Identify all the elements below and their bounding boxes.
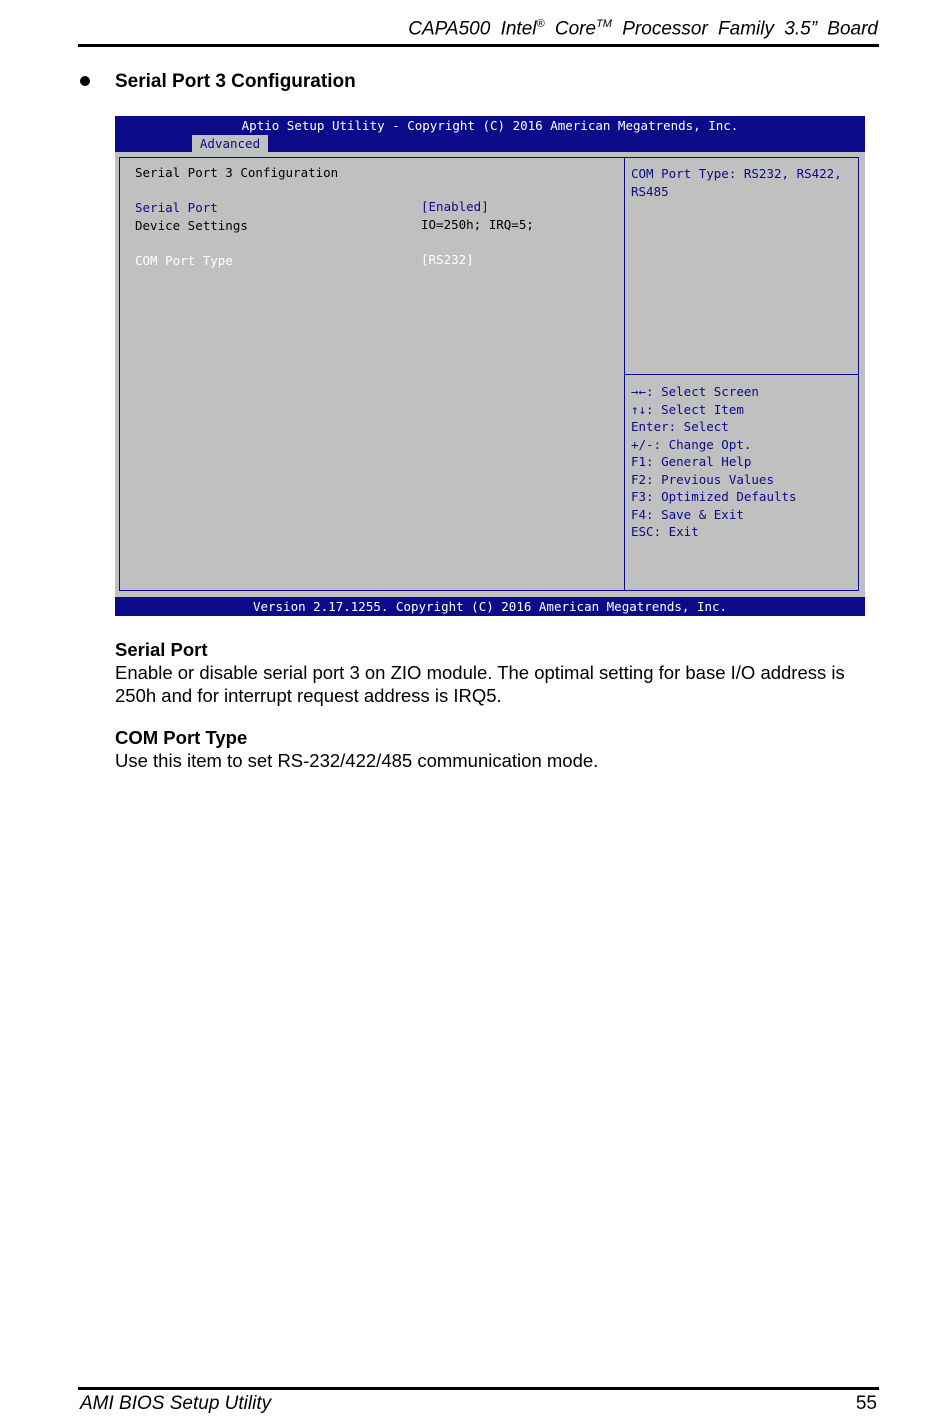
- bullet-icon: [80, 76, 90, 86]
- bios-page-heading: Serial Port 3 Configuration: [135, 165, 339, 180]
- tab-advanced[interactable]: Advanced: [192, 135, 268, 152]
- key-change-opt: +/-: Change Opt.: [631, 436, 752, 452]
- description-text: Enable or disable serial port 3 on ZIO module. The optimal setting for base I/O address is 250h and for interrupt request address is IRQ5.: [115, 662, 845, 706]
- key-select-item: ↑↓: Select Item: [631, 401, 744, 417]
- description-heading: Serial Port: [115, 639, 208, 660]
- header-rest: Processor Family 3.5” Board: [622, 18, 878, 40]
- description-serial-port: [115, 638, 880, 707]
- header-product: CAPA500: [408, 18, 491, 40]
- description-heading: COM Port Type: [115, 727, 248, 748]
- bios-version-bar: Version 2.17.1255. Copyright (C) 2016 American Megatrends, Inc.: [115, 597, 865, 616]
- section-title: Serial Port 3 Configuration: [115, 71, 356, 92]
- com-port-type-item[interactable]: COM Port Type: [135, 253, 233, 268]
- header-brand: Intel: [500, 18, 537, 40]
- description-text: Use this item to set RS-232/422/485 communication mode.: [115, 750, 599, 771]
- bios-screenshot: [115, 116, 865, 616]
- footer-title: AMI BIOS Setup Utility: [80, 1393, 272, 1414]
- bios-title-bar: [115, 116, 865, 152]
- bios-divider-horizontal: [625, 374, 859, 375]
- device-settings-value: IO=250h; IRQ=5;: [421, 217, 534, 232]
- key-enter-select: Enter: Select: [631, 419, 729, 434]
- bios-help-text: COM Port Type: RS232, RS422, RS485: [631, 166, 842, 199]
- serial-port-item[interactable]: Serial Port: [135, 200, 218, 215]
- header-rule: [78, 44, 879, 47]
- bios-title-text: Aptio Setup Utility - Copyright (C) 2016 American Megatrends, Inc.: [241, 118, 739, 133]
- serial-port-value[interactable]: [Enabled]: [421, 199, 489, 214]
- key-general-help: F1: General Help: [631, 454, 752, 469]
- registered-mark: ®: [536, 18, 545, 30]
- trademark-mark: TM: [596, 18, 612, 30]
- page-header: [78, 18, 878, 42]
- key-esc-exit: ESC: Exit: [631, 524, 699, 539]
- key-optimized-defaults: F3: Optimized Defaults: [631, 489, 797, 504]
- bios-key-legend: [631, 383, 797, 541]
- key-select-screen: →←: Select Screen: [631, 384, 759, 399]
- footer-rule: [78, 1387, 879, 1390]
- key-save-exit: F4: Save & Exit: [631, 506, 744, 522]
- page-number: 55: [855, 1393, 877, 1414]
- com-port-type-value[interactable]: [RS232]: [421, 252, 474, 267]
- key-previous-values: F2: Previous Values: [631, 471, 774, 487]
- description-com-port-type: [115, 726, 880, 772]
- device-settings-item: Device Settings: [135, 218, 248, 233]
- header-core: Core: [554, 18, 597, 40]
